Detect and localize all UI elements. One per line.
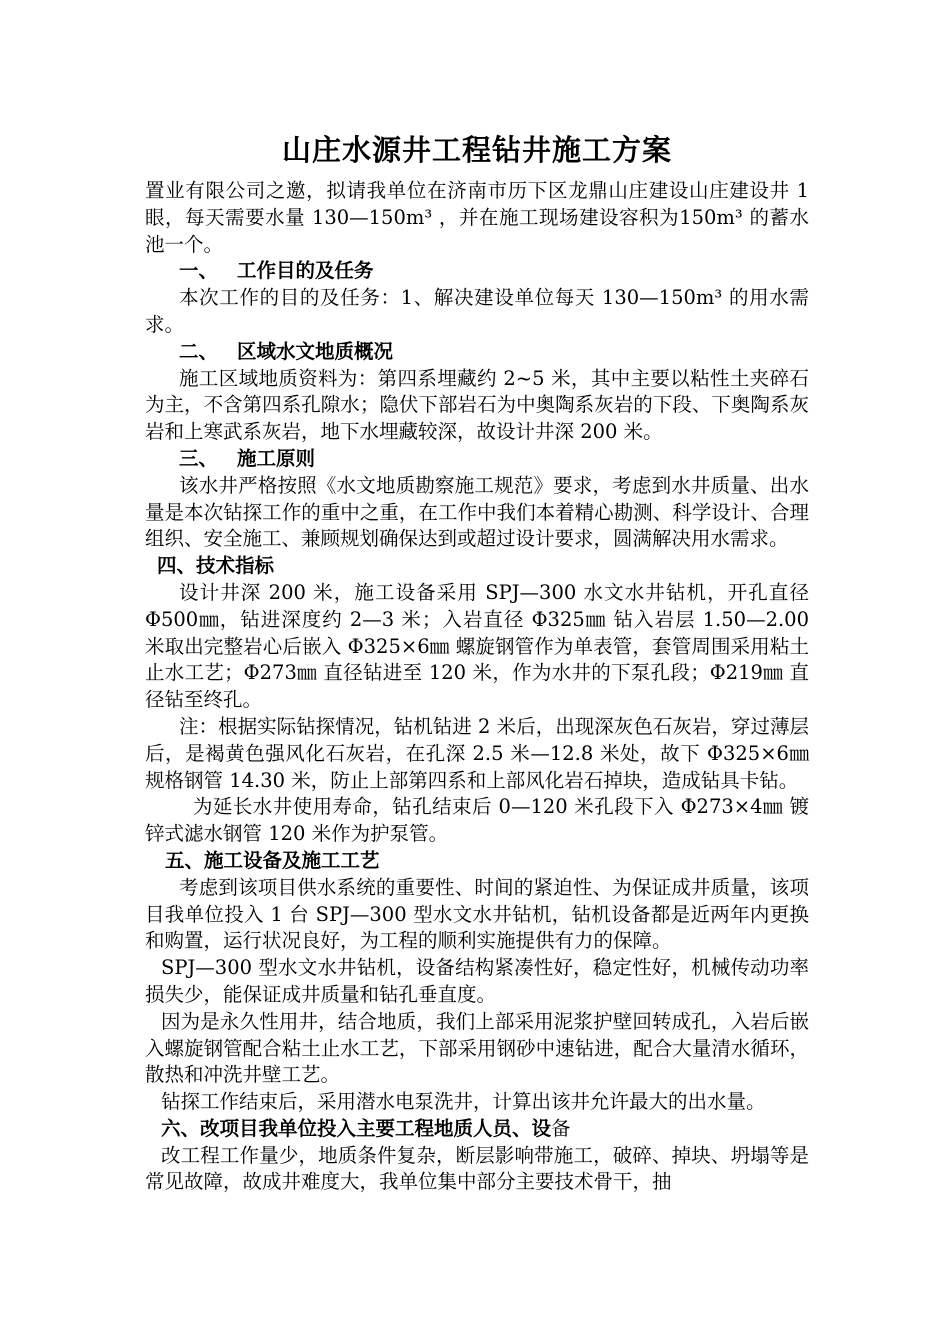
section-3-number: 三、 [179,446,219,470]
section-6-title: 六、改项目我单位投入主要工程地质人员、设 [161,1116,552,1140]
document-page [145,128,809,1196]
section-5-heading: 五、施工设备及施工工艺 [165,848,380,872]
section-3-paragraph: 该水井严格按照《水文地质勘察施工规范》要求，考虑到水井质量、出水量是本次钻探工作的重中之重，在工作中我们本着精心勘测、科学设计、合理组织、安全施工、兼顾规划确保达到或超过设计要求，圆满解决用水需求。 [145,473,809,551]
section-1-paragraph: 本次工作的目的及任务：1、解决建设单位每天 130—150m³ 的用水需求。 [145,286,809,336]
section-5-paragraph-3: 因为是永久性用井，结合地质，我们上部采用泥浆护壁回转成孔，入岩后嵌入螺旋钢管配合粘土止水工艺，下部采用钢砂中速钻进，配合大量清水循环，散热和冲洗井壁工艺。 [145,1009,809,1087]
document-title: 山庄水源井工程钻井施工方案 [281,133,672,167]
section-6-paragraph: 改工程工作量少，地质条件复杂，断层影响带施工，破碎、掉块、坍塌等是常见故障，故成井难度大，我单位集中部分主要技术骨干，抽 [145,1143,809,1194]
section-4-heading: 四、技术指标 [157,554,275,578]
section-5-paragraph-4: 钻探工作结束后，采用潜水电泵洗井，计算出该井允许最大的出水量。 [161,1090,766,1114]
section-3-heading [145,446,809,473]
section-3-title: 施工原则 [237,446,316,470]
intro-paragraph: 置业有限公司之邀，拟请我单位在济南市历下区龙鼎山庄建设山庄建设井 1 眼，每天需要水量 130—150m³ ，并在施工现场建设容积为150m³ 的蓄水池一个。 [145,179,809,256]
section-2-heading [145,339,809,366]
section-2-paragraph: 施工区域地质资料为：第四系埋藏约 2~5 米，其中主要以粘性土夹碎石为主，不含第四系孔隙水；隐伏下部岩石为中奥陶系灰岩的下段、下奥陶系灰岩和上寒武系灰岩，地下水埋藏较深，故设计井深 200 米。 [145,366,809,444]
section-1-heading [145,258,809,285]
section-1-number: 一、 [179,259,219,283]
section-4-paragraph-3: 为延长水井使用寿命，钻孔结束后 0—120 米孔段下入 Φ273×4㎜ 镀锌式滤水钢管 120 米作为护泵管。 [145,795,809,846]
section-5-paragraph-1: 考虑到该项目供水系统的重要性、时间的紧迫性、为保证成井质量，该项目我单位投入 1 台 SPJ—300 型水文水井钻机，钻机设备都是近两年内更换和购置，运行状况良好，为工程的顺利实施提供有力的保障。 [145,875,809,953]
section-4-paragraph-1: 设计井深 200 米，施工设备采用 SPJ—300 水文水井钻机，开孔直径 Φ500㎜，钻进深度约 2—3 米；入岩直径 Φ325㎜ 钻入岩层 1.50—2.00 米取出完整岩心后嵌入 Φ325×6㎜ 螺旋钢管作为单表管，套管周围采用粘土止水工艺；Φ273㎜ 直径钻进至 120 米，作为水井的下泵孔段；Φ219㎜ 直径钻至终孔。 [145,580,809,712]
section-4-note-paragraph: 注：根据实际钻探情况，钻机钻进 2 米后，出现深灰色石灰岩，穿过薄层后，是褐黄色强风化石灰岩，在孔深 2.5 米—12.8 米处，故下 Φ325×6㎜ 规格钢管 14.30 米，防止上部第四系和上部风化岩石掉块，造成钻具卡钻。 [145,714,809,792]
section-6-heading [145,1116,809,1143]
section-6-title-tail: 备 [551,1116,571,1140]
section-2-number: 二、 [179,339,219,363]
section-1-title: 工作目的及任务 [237,259,374,283]
section-2-title: 区域水文地质概况 [237,339,394,363]
section-5-paragraph-2: SPJ—300 型水文水井钻机，设备结构紧凑性好，稳定性好，机械传动功率损失少，能保证成井质量和钻孔垂直度。 [145,956,809,1006]
